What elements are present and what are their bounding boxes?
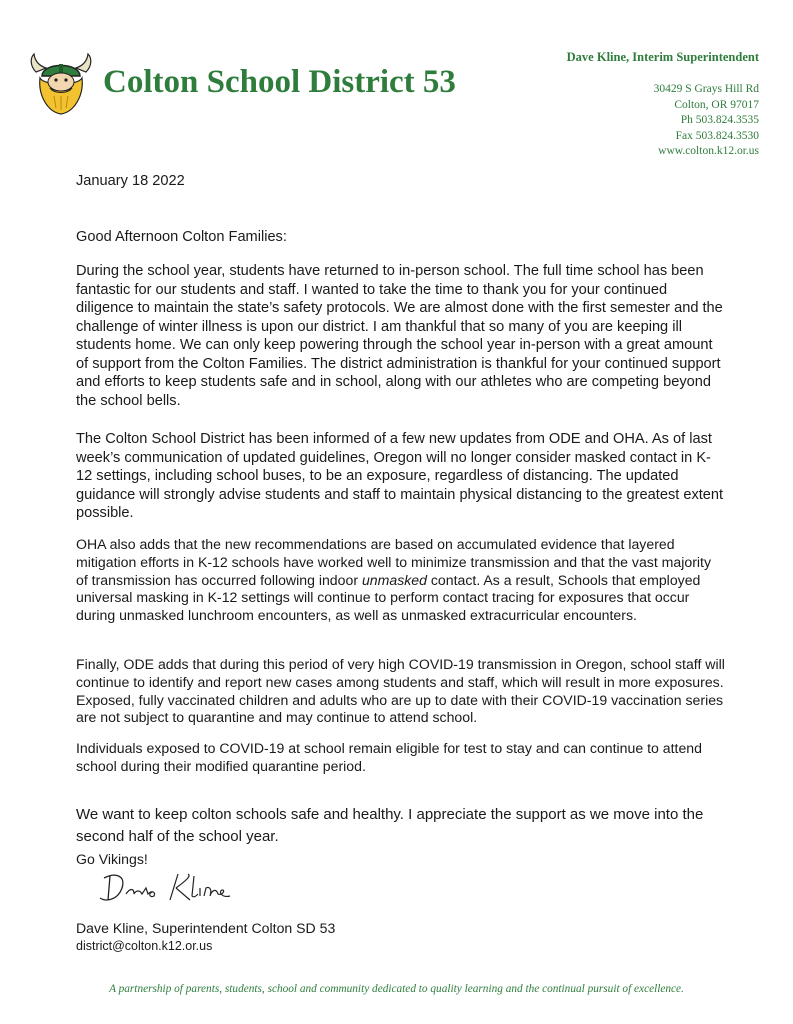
letterhead-contact — [567, 50, 759, 160]
superintendent-title: Dave Kline, Interim Superintendent — [566, 50, 759, 64]
email-address[interactable]: district@colton.k12.or.us — [76, 939, 213, 953]
handwritten-signature — [96, 866, 246, 908]
paragraph-3 — [76, 536, 726, 625]
fax-line: Fax 503.824.3530 — [675, 129, 759, 142]
emphasized-word: unmasked — [361, 571, 427, 588]
paragraph-3-end: contact. As a result, Schools that employed universal masking in K-12 settings will continue to perform contact tracing for exposures that occur during unmasked lunchroom encounters, as well as unmasked extracurricular encounters. — [76, 571, 701, 624]
address-line: 30429 S Grays Hill Rd — [653, 83, 759, 95]
paragraph-4: Finally, ODE adds that during this period of very high COVID-19 transmission in Oregon, school staff will continue to identify and report new cases among students and staff, which will result in more exposures. Exposed, fully vaccinated children and adults who are up to date with their COVID-19 vaccination series are not subject to quarantine and may continue to attend school. — [76, 656, 725, 726]
phone-line: Ph 503.824.3535 — [680, 114, 759, 126]
signature-line: Dave Kline, Superintendent Colton SD 53 — [76, 920, 336, 936]
website-link[interactable]: www.colton.k12.or.us — [658, 145, 759, 157]
letter-date: January 18 2022 — [76, 173, 185, 189]
paragraph-5: Individuals exposed to COVID-19 at school remain eligible for test to stay and can continue to attend school during their modified quarantine period. — [76, 740, 702, 774]
paragraph-3-start: OHA also adds that the new recommendations are based on accumulated evidence that layered mitigation efforts in K-12 schools have worked well to minimize transmission and that the vast majority of transmission has occurred following indoor — [76, 536, 712, 588]
footer-tagline: A partnership of parents, students, school and community dedicated to quality learning and the continual pursuit of excellence. — [109, 983, 684, 995]
letter-greeting: Good Afternoon Colton Families: — [76, 229, 287, 245]
paragraph-2: The Colton School District has been informed of a few new updates from ODE and OHA. As of last week’s communication of updated guidelines, Oregon will no longer consider masked contact in K-12 settings, including school buses, to be an exposure, regardless of distancing. The updated guidance will strongly advise students and staff to maintain physical distancing to the greatest extent possible. — [76, 431, 724, 521]
district-name: Colton School District 53 — [103, 64, 456, 100]
paragraph-6: We want to keep colton schools safe and healthy. I appreciate the support as we move into the second half of the school year. — [76, 806, 704, 845]
city-line: Colton, OR 97017 — [674, 98, 759, 111]
closing-line: Go Vikings! — [76, 851, 148, 867]
viking-logo-icon — [28, 50, 94, 116]
paragraph-1: During the school year, students have returned to in-person school. The full time school has been fantastic for our students and staff. I wanted to take the time to thank you for your continued diligence to maintain the state’s safety protocols. We are almost done with the first semester and the challenge of winter illness is upon our district. I am thankful that so many of you are keeping ill students home. We can only keep powering through the school year in-person with a great amount of support from the Colton Families. The district administration is thankful for your continued support and efforts to keep students safe and in school, along with our athletes who are competing beyond the school bells. — [76, 263, 723, 409]
